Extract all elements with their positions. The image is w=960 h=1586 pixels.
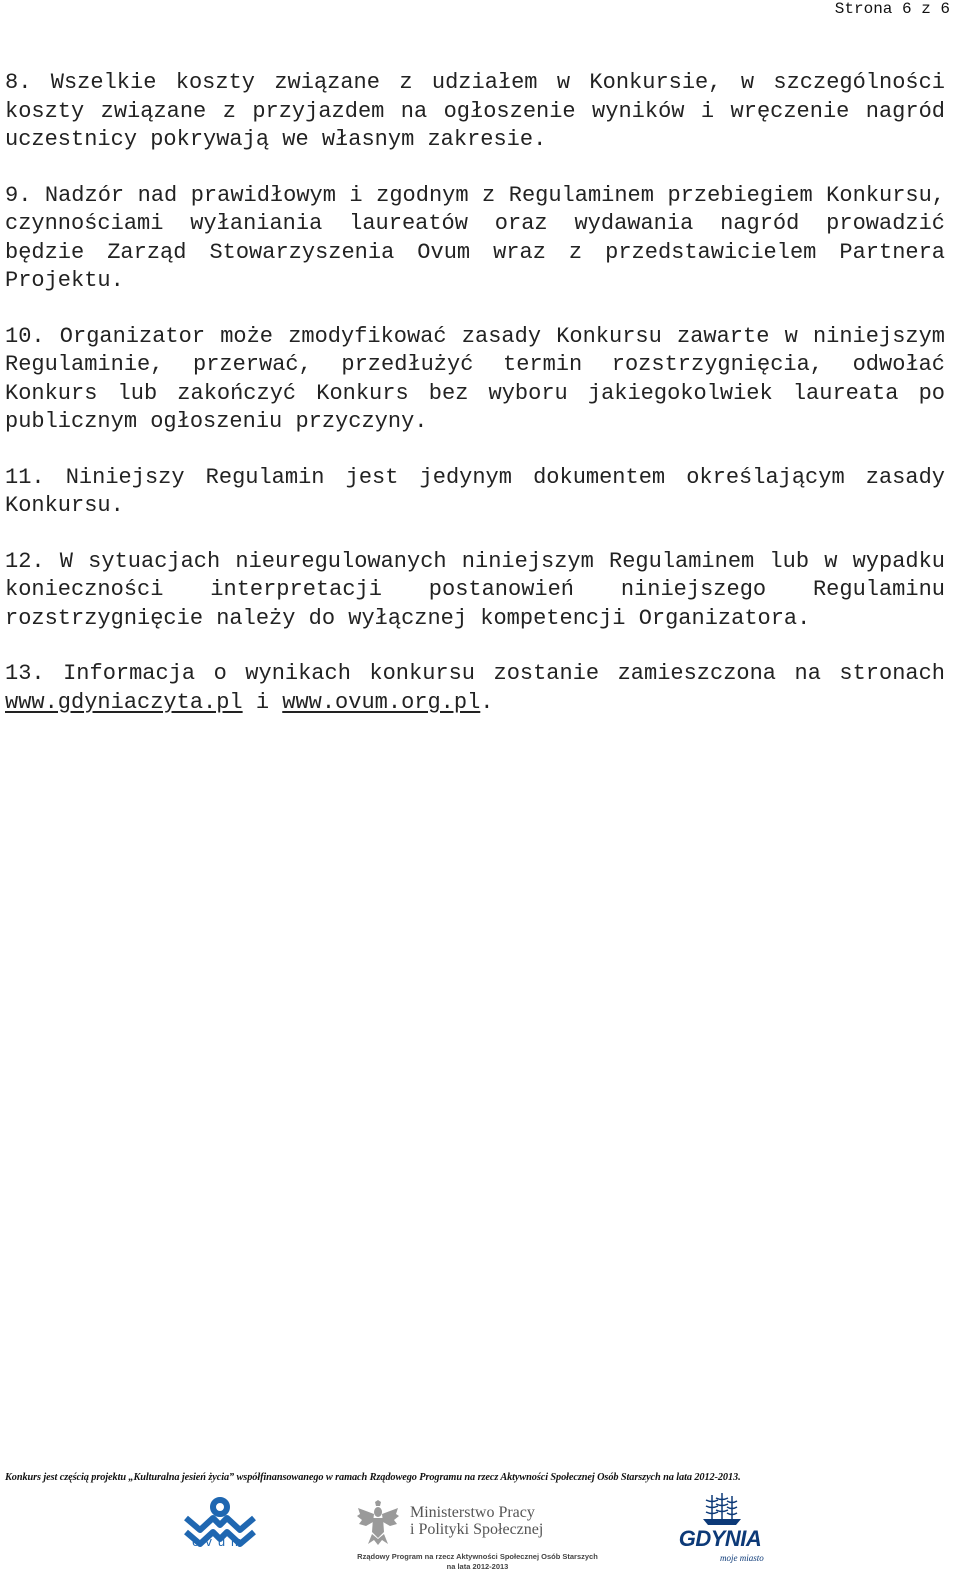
program-name-line1: Rządowy Program na rzecz Aktywności Społecznej Osób Starszych bbox=[357, 1552, 598, 1561]
paragraph-number: 13. bbox=[5, 661, 45, 686]
conjunction-text: i bbox=[255, 689, 270, 715]
paragraph-text: Informacja o wynikach konkursu zostanie zamieszczona na stronach bbox=[63, 661, 945, 686]
paragraph-text: Niniejszy Regulamin jest jedynym dokumentem określającym zasady Konkursu. bbox=[5, 464, 945, 518]
ministry-name-line1: Ministerstwo Pracy bbox=[410, 1504, 535, 1521]
paragraph-text: Organizator może zmodyfikować zasady Konkursu zawarte w niniejszym Regulaminie, przerwać, przedłużyć termin rozstrzygnięcia, odwołać Konkurs lub zakończyć Konkurs bez wyboru jakiegokolwiek laureata po publicznym ogłoszeniu przyczyny. bbox=[5, 323, 946, 434]
gdynia-logo-wordmark: GDYNIA bbox=[678, 1526, 762, 1551]
eagle-emblem-icon bbox=[356, 1500, 400, 1546]
paragraph-number: 9. bbox=[5, 182, 32, 208]
paragraph-13 bbox=[5, 660, 945, 717]
paragraph-text: Nadzór nad prawidłowym i zgodnym z Regulaminem przebiegiem Konkursu, czynnościami wyłaniania laureatów oraz wydawania nagród prowadzić będzie Zarząd Stowarzyszenia Ovum wraz z przedstawicielem Partnera Projektu. bbox=[5, 182, 945, 293]
paragraph-9 bbox=[5, 182, 945, 296]
program-name-line2: na lata 2012-2013 bbox=[446, 1562, 509, 1571]
ovum-logo-text: ovum bbox=[192, 1534, 248, 1549]
paragraph-text: Wszelkie koszty związane z udziałem w Konkursie, w szczególności koszty związane z przyjazdem na ogłoszenie wyników i wręczenie nagród uczestnicy pokrywają we własnym zakresie. bbox=[5, 70, 946, 152]
sailing-ship-icon bbox=[700, 1492, 744, 1526]
ovum-logo-icon bbox=[180, 1496, 260, 1566]
project-funding-note: Konkurs jest częścią projektu „Kulturalna jesień życia” współfinansowanego w ramach Rządowego Programu na rzecz Aktywności Społecznej Osób Starszych na lata 2012-2013. bbox=[5, 1472, 741, 1483]
final-period: . bbox=[480, 689, 494, 715]
gdynia-motto: moje miasto bbox=[720, 1553, 764, 1563]
paragraph-10 bbox=[5, 323, 945, 437]
gdyniaczyta-link[interactable]: www.gdyniaczyta.pl bbox=[5, 689, 243, 715]
ministry-name-line2: i Polityki Społecznej bbox=[410, 1521, 544, 1538]
paragraph-text: W sytuacjach nieuregulowanych niniejszym Regulaminem lub w wypadku konieczności interpretacji postanowień niniejszego Regulaminu rozstrzygnięcie należy do wyłącznej kompetencji Organizatora. bbox=[5, 548, 946, 631]
paragraph-8 bbox=[5, 69, 945, 155]
paragraph-number: 11. bbox=[5, 464, 45, 490]
paragraph-number: 12. bbox=[5, 548, 45, 574]
ovum-link[interactable]: www.ovum.org.pl bbox=[282, 689, 481, 715]
sponsor-logos bbox=[0, 1490, 960, 1586]
paragraph-number: 10. bbox=[5, 323, 45, 349]
paragraph-number: 8. bbox=[5, 70, 32, 95]
paragraph-11 bbox=[5, 464, 945, 521]
paragraph-12 bbox=[5, 548, 945, 634]
page-number: Strona 6 z 6 bbox=[834, 0, 950, 18]
regulations-body bbox=[5, 69, 945, 744]
